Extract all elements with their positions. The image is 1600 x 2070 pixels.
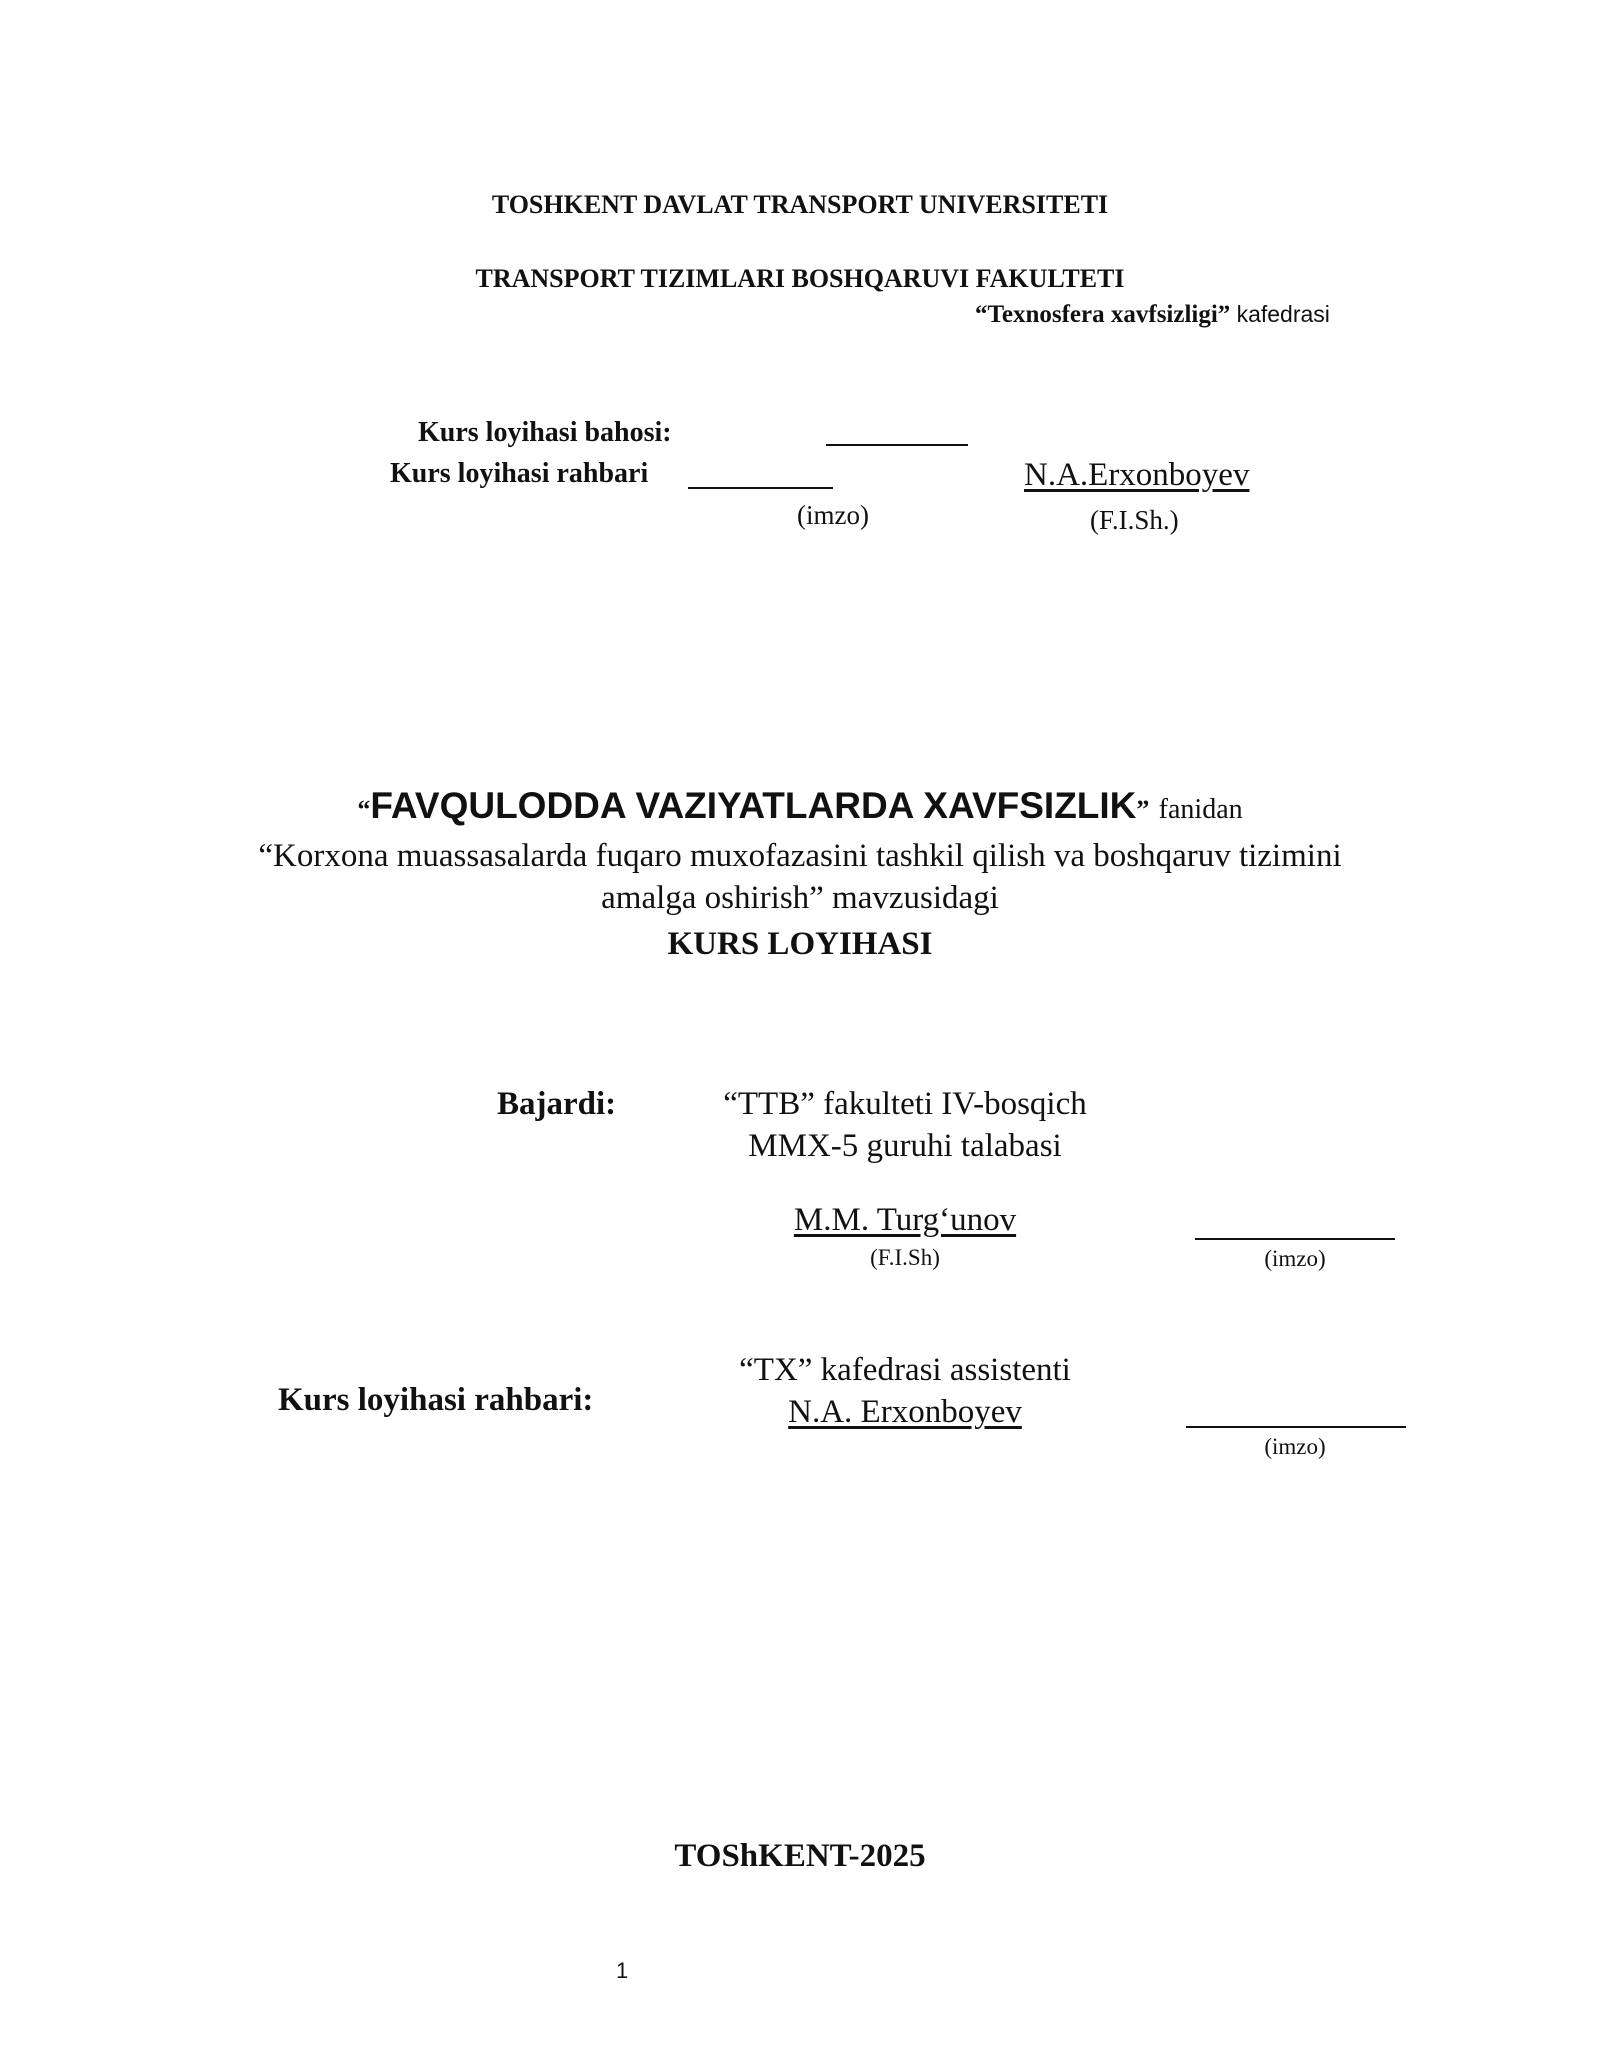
performer-line-2: MMX-5 guruhi talabasi xyxy=(748,1128,1062,1164)
top-signature-blank xyxy=(688,487,833,489)
subject-close-quote: ” xyxy=(1136,795,1150,824)
grade-blank xyxy=(826,444,968,446)
subject-open-quote: “ xyxy=(357,795,371,824)
subject-suffix: fanidan xyxy=(1158,794,1243,825)
performer-signature-caption: (imzo) xyxy=(1264,1246,1326,1271)
city-year: TOShKENT-2025 xyxy=(674,1838,926,1874)
supervisor-name: N.A. Erxonboyev xyxy=(788,1394,1022,1430)
top-supervisor-name: N.A.Erxonboyev xyxy=(1024,457,1250,493)
grade-label: Kurs loyihasi bahosi: xyxy=(418,417,672,448)
subject-title: FAVQULODDA VAZIYATLARDA XAVFSIZLIK xyxy=(370,785,1137,826)
page-number: 1 xyxy=(616,1958,629,1983)
top-signature-caption: (imzo) xyxy=(797,500,869,530)
department-name: “Texnosfera xavfsizligi” xyxy=(975,301,1231,328)
supervisor-label: Kurs loyihasi rahbari: xyxy=(278,1382,594,1418)
supervisor-signature-caption: (imzo) xyxy=(1264,1434,1326,1459)
performer-label: Bajardi: xyxy=(497,1086,617,1122)
department-line xyxy=(975,301,1330,329)
top-name-caption: (F.I.Sh.) xyxy=(1090,505,1179,535)
performer-name: M.M. Turg‘unov xyxy=(793,1202,1017,1238)
supervisor-signature-blank xyxy=(1186,1426,1406,1428)
department-suffix: kafedrasi xyxy=(1236,301,1330,327)
supervisor-line-1: “TX” kafedrasi assistenti xyxy=(739,1352,1071,1388)
faculty-name: TRANSPORT TIZIMLARI BOSHQARUVI FAKULTETI xyxy=(475,264,1125,293)
performer-signature-blank xyxy=(1195,1238,1395,1240)
topic-line-1: “Korxona muassasalarda fuqaro muxofazasini tashkil qilish va boshqaruv tizimini xyxy=(258,838,1342,874)
top-supervisor-label: Kurs loyihasi rahbari xyxy=(390,458,649,489)
university-name: TOSHKENT DAVLAT TRANSPORT UNIVERSITETI xyxy=(491,190,1109,219)
performer-name-caption: (F.I.Sh) xyxy=(870,1245,940,1270)
document-type: KURS LOYIHASI xyxy=(667,926,933,962)
performer-line-1: “TTB” fakulteti IV-bosqich xyxy=(723,1086,1087,1122)
topic-line-2: amalga oshirish” mavzusidagi xyxy=(601,880,999,916)
subject-line xyxy=(0,785,1600,828)
